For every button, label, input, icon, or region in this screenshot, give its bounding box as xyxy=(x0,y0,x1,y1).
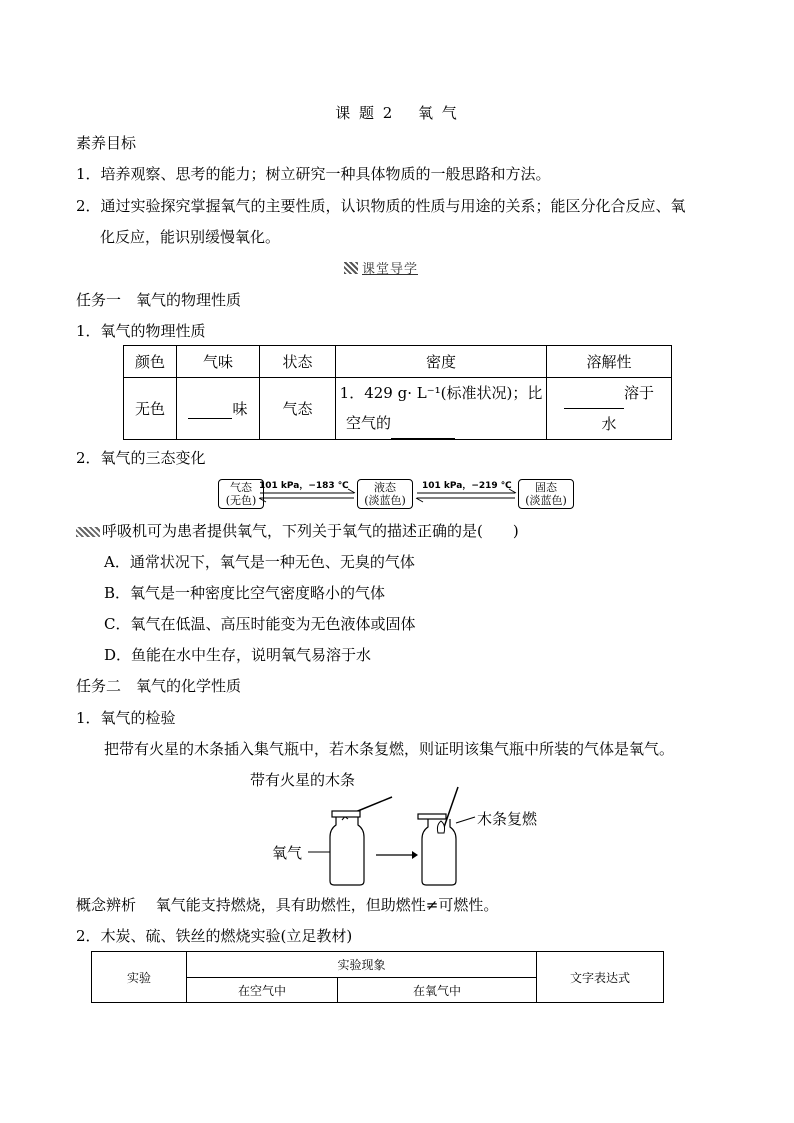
page-title: 课 题 2 氧 气 xyxy=(335,104,459,122)
reversible-arrow xyxy=(415,488,519,504)
condition-label: 101 kPa，−219 ℃ xyxy=(422,481,512,491)
question-stem-line xyxy=(76,521,519,541)
section-banner xyxy=(344,258,418,277)
oxygen-test-text: 把带有火星的木条插入集气瓶中，若木条复燃，则证明该集气瓶中所装的气体是氧气。 xyxy=(104,740,675,758)
option-d[interactable]: D．鱼能在水中生存，说明氧气易溶于水 xyxy=(104,646,372,664)
table-header: 在氧气中 xyxy=(338,978,537,1003)
cell-line xyxy=(547,378,671,409)
example-icon xyxy=(76,527,100,537)
task1-sub1: 1．氧气的物理性质 xyxy=(76,322,206,340)
table-cell: 气态 xyxy=(260,378,336,440)
cell-text: 水 xyxy=(601,415,617,433)
cell-text: 1．429 g· L⁻¹(标准状况)；比 xyxy=(339,384,543,402)
phase-color: (淡蓝色) xyxy=(525,494,567,507)
table-cell: 无色 xyxy=(124,378,177,440)
fill-blank[interactable] xyxy=(564,378,624,409)
banner-label: 课堂导学 xyxy=(362,262,419,277)
phase-name: 固态 xyxy=(535,481,557,494)
question-stem: 呼吸机可为患者提供氧气，下列关于氧气的描述正确的是( ) xyxy=(102,522,519,540)
cell-text: 溶于 xyxy=(623,384,654,402)
phase-solid xyxy=(518,479,574,509)
phase-liquid xyxy=(357,479,413,509)
table-cell xyxy=(336,378,547,440)
label-reignite: 木条复燃 xyxy=(477,810,538,828)
table-header: 实验 xyxy=(92,952,187,1003)
table-header: 状态 xyxy=(260,346,336,378)
label-oxygen: 氧气 xyxy=(272,844,303,862)
table-cell xyxy=(547,378,672,440)
task2-heading: 任务二 氧气的化学性质 xyxy=(76,677,242,695)
cell-line xyxy=(336,408,546,439)
cell-text: 空气的 xyxy=(346,414,392,432)
table-header: 气味 xyxy=(177,346,260,378)
phase-color: (淡蓝色) xyxy=(364,494,406,507)
table-cell xyxy=(177,378,260,440)
oxygen-test-figure xyxy=(300,785,500,890)
table-header: 颜色 xyxy=(124,346,177,378)
table-header: 实验现象 xyxy=(187,952,537,978)
goal-item: 2．通过实验探究掌握氧气的主要性质，认识物质的性质与用途的关系；能区分化合反应、氧 xyxy=(76,197,686,215)
table-header: 在空气中 xyxy=(187,978,338,1003)
phase-color: (无色) xyxy=(225,494,257,507)
option-c[interactable]: C．氧气在低温、高压时能变为无色液体或固体 xyxy=(104,615,416,633)
option-a[interactable]: A．通常状况下，氧气是一种无色、无臭的气体 xyxy=(104,553,415,571)
cell-text: 味 xyxy=(232,400,248,418)
combustion-table xyxy=(91,951,664,1003)
gas-bottle-right xyxy=(418,787,475,885)
reversible-arrow xyxy=(258,488,358,504)
physical-properties-table xyxy=(123,345,672,440)
task2-sub1: 1．氧气的检验 xyxy=(76,709,176,727)
option-b[interactable]: B．氧气是一种密度比空气密度略小的气体 xyxy=(104,584,386,602)
phase-name: 气态 xyxy=(230,481,252,494)
table-header: 溶解性 xyxy=(547,346,672,378)
task1-heading: 任务一 氧气的物理性质 xyxy=(76,291,242,309)
goal-item: 化反应，能识别缓慢氧化。 xyxy=(100,228,281,246)
arrow-icon xyxy=(376,851,418,859)
label-glowing-stick: 带有火星的木条 xyxy=(250,771,356,789)
phase-name: 液态 xyxy=(374,481,396,494)
goal-item: 1．培养观察、思考的能力；树立研究一种具体物质的一般思路和方法。 xyxy=(76,165,551,183)
table-header: 文字表达式 xyxy=(537,952,664,1003)
table-header: 密度 xyxy=(336,346,547,378)
task1-sub2: 2．氧气的三态变化 xyxy=(76,449,206,467)
goals-heading: 素养目标 xyxy=(76,134,137,152)
gas-bottle-left xyxy=(330,811,364,885)
concept-note: 概念辨析 氧气能支持燃烧，具有助燃性，但助燃性≠可燃性。 xyxy=(76,896,499,914)
banner-icon xyxy=(344,262,358,274)
task2-sub2: 2．木炭、硫、铁丝的燃烧实验(立足教材) xyxy=(76,927,353,945)
fill-blank[interactable] xyxy=(391,408,455,439)
condition-label: 101 kPa，−183 ℃ xyxy=(259,481,349,491)
fill-blank[interactable] xyxy=(188,400,232,419)
